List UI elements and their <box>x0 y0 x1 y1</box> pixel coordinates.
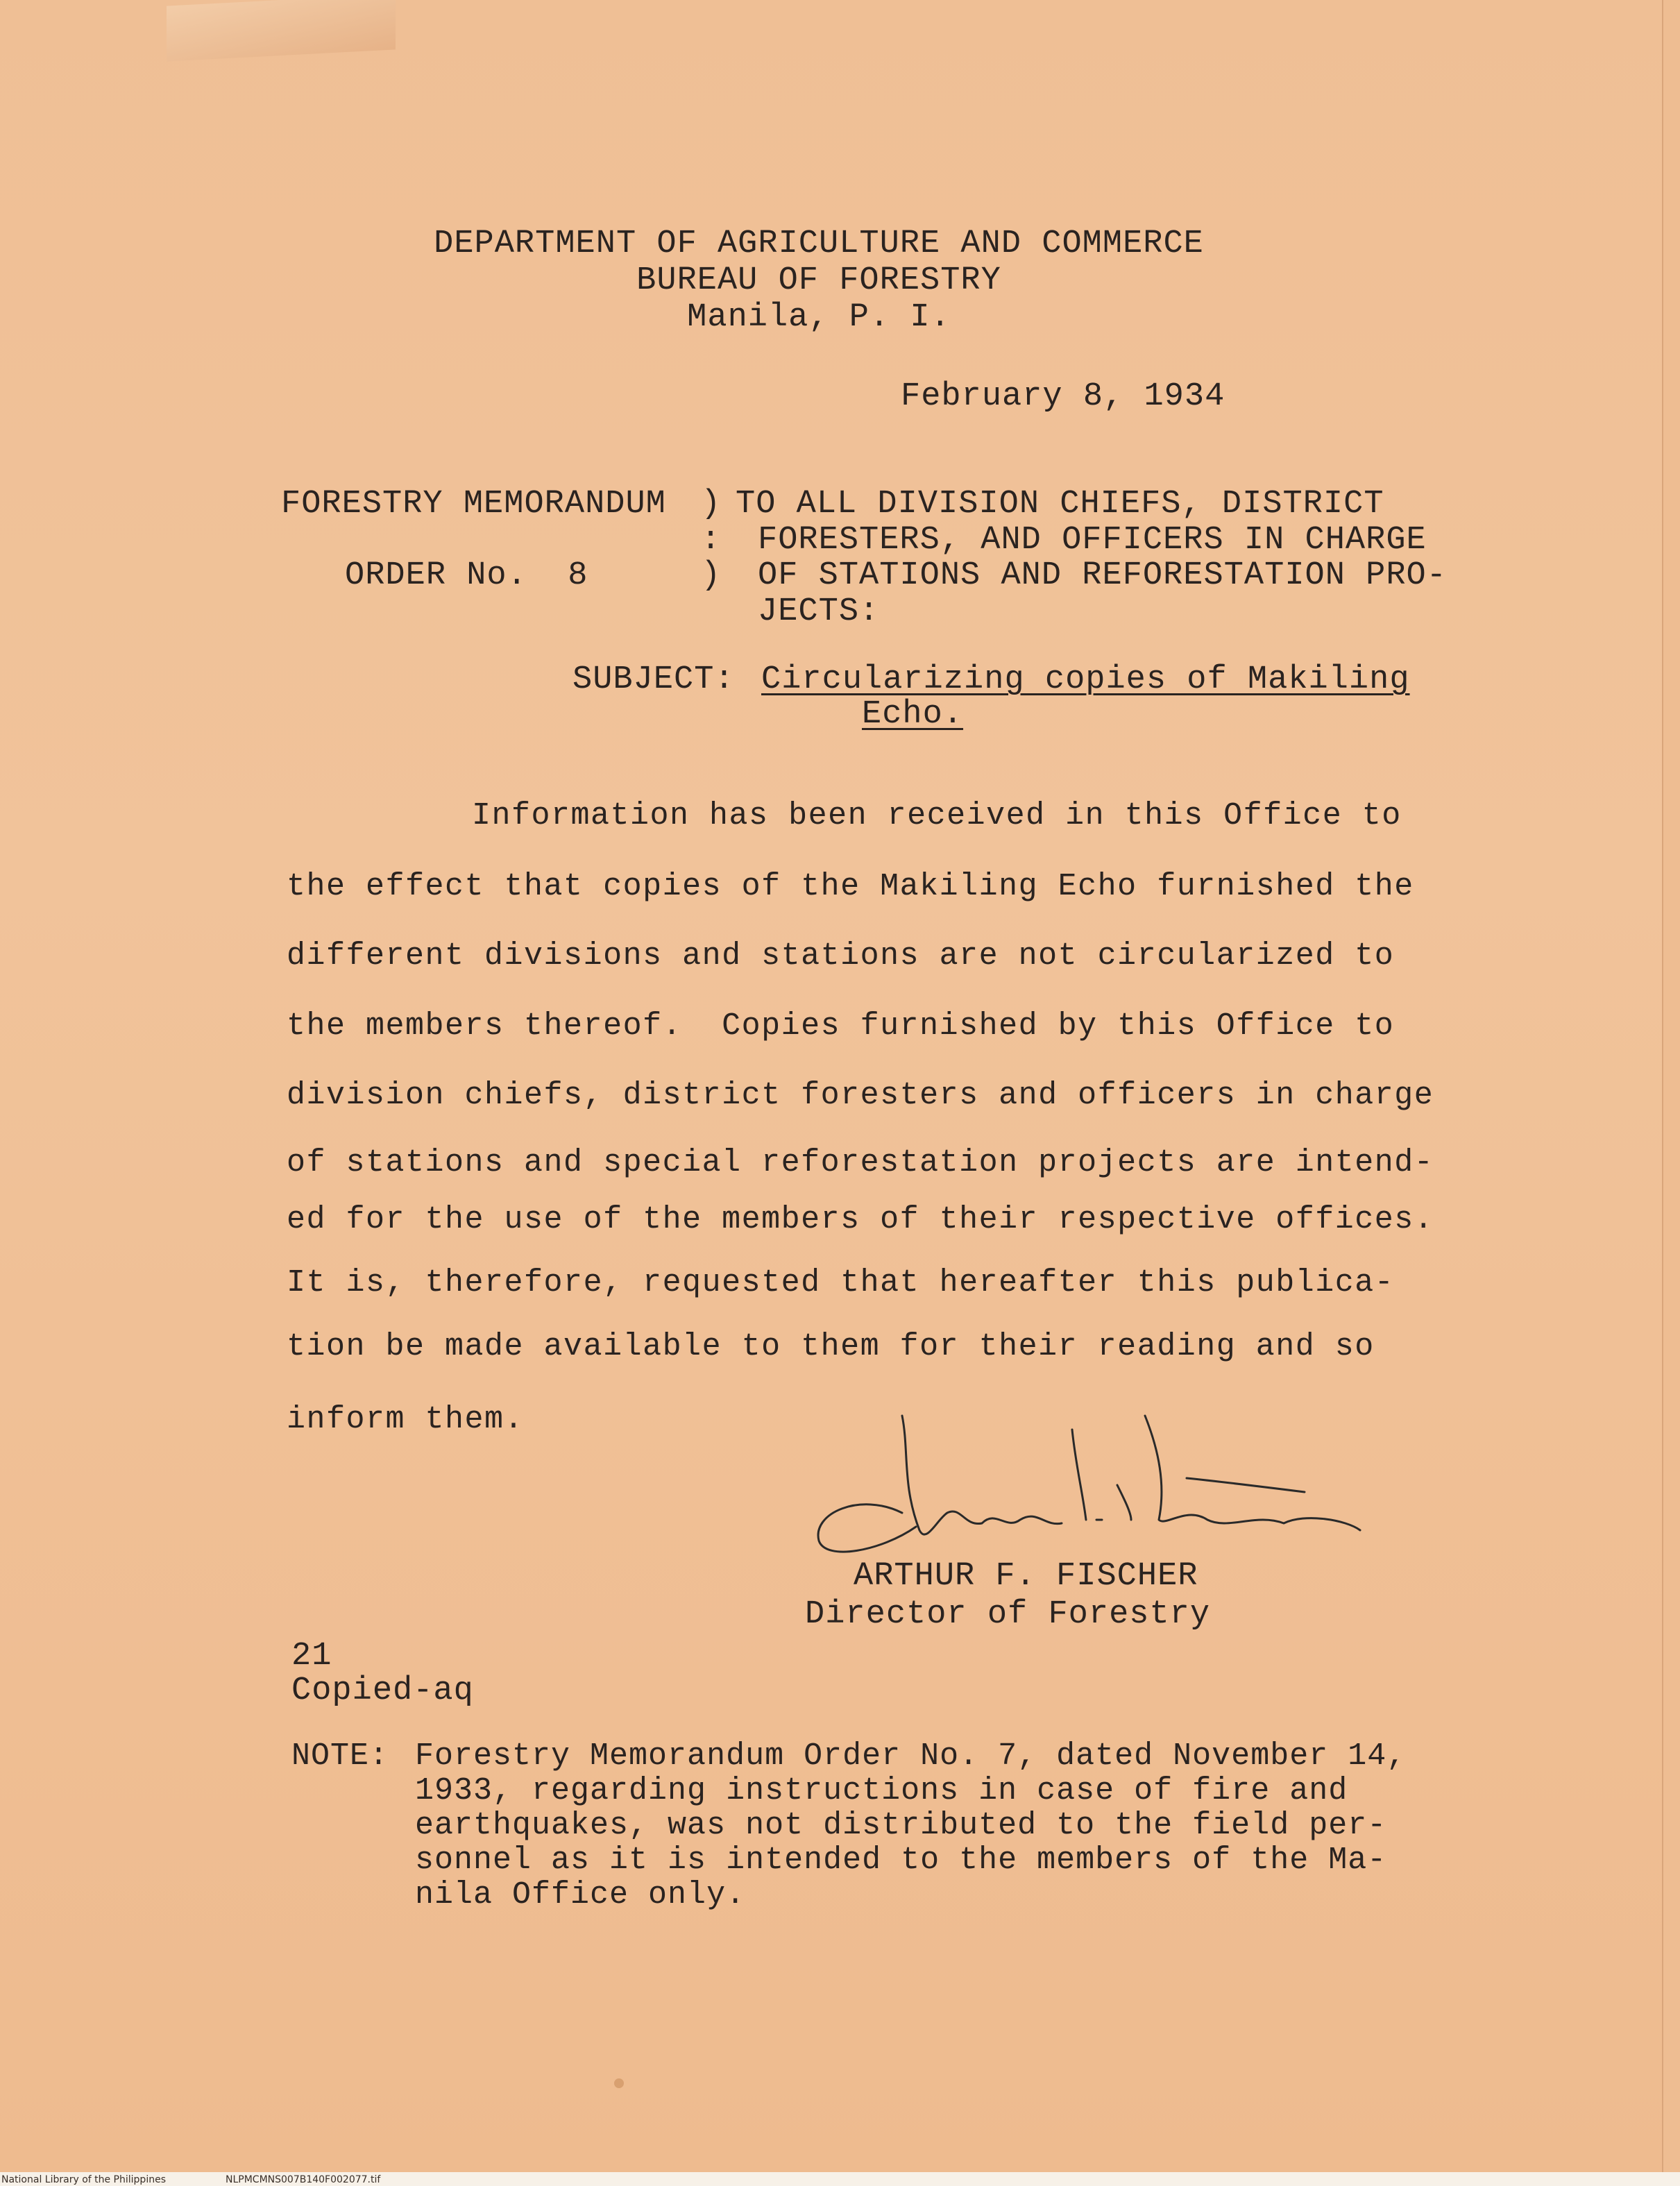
body-line-6: of stations and special reforestation projects are intend- <box>287 1145 1434 1180</box>
subject-line-1: Circularizing copies of Makiling <box>761 661 1410 698</box>
body-line-1: Information has been received in this Office to <box>472 798 1402 833</box>
bracket-1: ) <box>701 486 722 523</box>
memo-type: FORESTRY MEMORANDUM <box>281 486 666 523</box>
signatory-name: ARTHUR F. FISCHER <box>854 1558 1198 1595</box>
bracket-2: : <box>701 522 722 559</box>
handwritten-signature <box>798 1409 1374 1568</box>
body-line-3: different divisions and stations are not circularized to <box>287 938 1395 974</box>
note-line-1: Forestry Memorandum Order No. 7, dated November 14, <box>415 1738 1407 1774</box>
body-line-8: It is, therefore, requested that hereafter this publica- <box>287 1265 1395 1300</box>
bureau-heading: BUREAU OF FORESTRY <box>636 262 1001 299</box>
note-line-2: 1933, regarding instructions in case of fire and <box>415 1773 1348 1808</box>
body-line-2: the effect that copies of the Makiling Echo furnished the <box>287 869 1414 904</box>
addressee-line-1: TO ALL DIVISION CHIEFS, DISTRICT <box>736 486 1384 523</box>
reference-number: 21 <box>291 1638 332 1675</box>
note-line-3: earthquakes, was not distributed to the field per- <box>415 1808 1387 1843</box>
copied-notation: Copied-aq <box>291 1672 474 1709</box>
note-label: NOTE: <box>291 1738 389 1774</box>
subject-line-2: Echo. <box>862 696 964 733</box>
body-line-4: the members thereof. Copies furnished by this Office to <box>287 1008 1395 1044</box>
note-line-4: sonnel as it is intended to the members of the Ma- <box>415 1842 1387 1878</box>
body-line-10: inform them. <box>287 1402 525 1437</box>
addressee-line-3: OF STATIONS AND REFORESTATION PRO- <box>758 557 1447 594</box>
scan-filename: NLPMCMNS007B140F002077.tif <box>226 2174 381 2185</box>
subject-label: SUBJECT: <box>572 661 735 698</box>
paper-spot <box>614 2078 624 2088</box>
folded-corner <box>167 0 396 62</box>
addressee-line-4: JECTS: <box>758 593 880 630</box>
department-heading: DEPARTMENT OF AGRICULTURE AND COMMERCE <box>434 226 1204 262</box>
body-line-5: division chiefs, district foresters and officers in charge <box>287 1078 1434 1113</box>
note-line-5: nila Office only. <box>415 1877 746 1913</box>
signatory-title: Director of Forestry <box>805 1596 1211 1633</box>
memo-date: February 8, 1934 <box>901 378 1225 415</box>
bracket-3: ) <box>701 557 722 594</box>
location-heading: Manila, P. I. <box>687 299 951 336</box>
addressee-line-2: FORESTERS, AND OFFICERS IN CHARGE <box>758 522 1427 559</box>
body-line-7: ed for the use of the members of their respective offices. <box>287 1202 1434 1237</box>
body-line-9: tion be made available to them for their reading and so <box>287 1329 1375 1364</box>
library-credit: National Library of the Philippines <box>1 2174 166 2185</box>
memo-order-number: ORDER No. 8 <box>345 557 588 594</box>
